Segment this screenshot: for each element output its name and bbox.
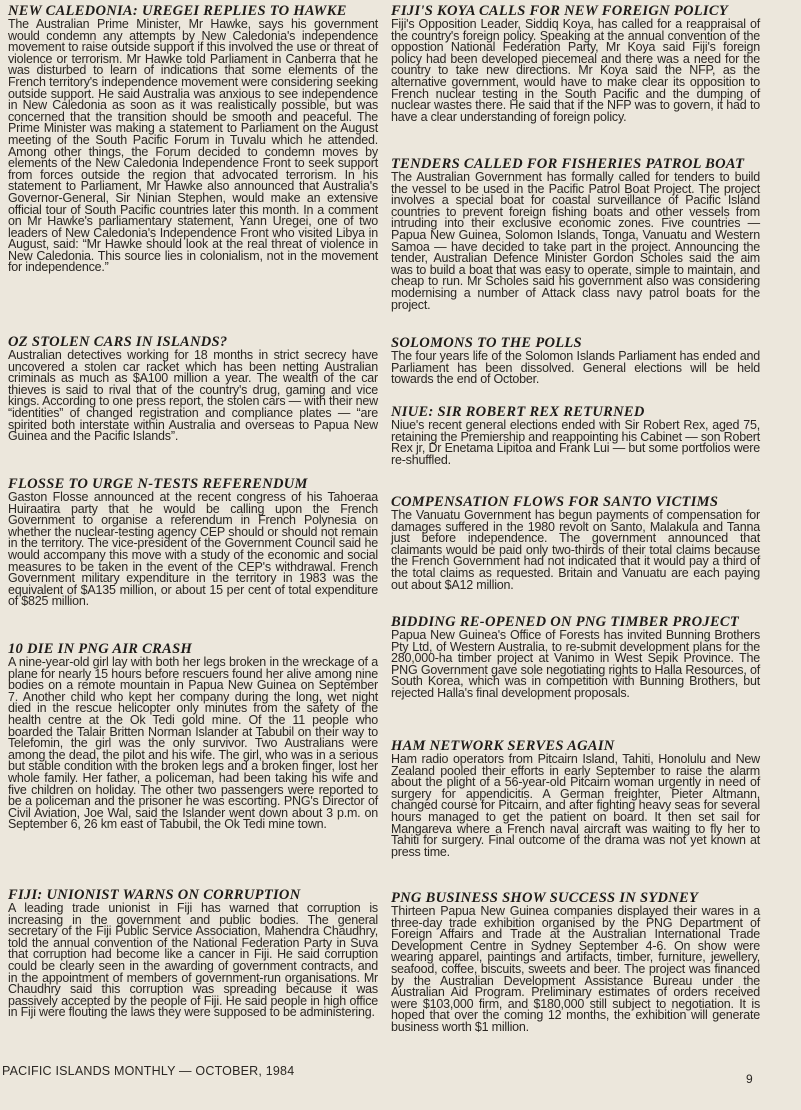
article-headline: BIDDING RE-OPENED ON PNG TIMBER PROJECT [391, 614, 740, 630]
article-new-caledonia [8, 3, 378, 274]
article-headline: TENDERS CALLED FOR FISHERIES PATROL BOAT [391, 156, 745, 172]
article-fiji-corruption [8, 887, 378, 1019]
article-headline: COMPENSATION FLOWS FOR SANTO VICTIMS [391, 494, 719, 510]
article-santo-compensation [391, 494, 760, 591]
article-headline: NIUE: SIR ROBERT REX RETURNED [391, 404, 645, 420]
article-koya-foreign-policy [391, 3, 760, 123]
article-ham-network [391, 738, 760, 858]
article-body: The Australian Prime Minister, Mr Hawke, says his government would condemn any attempts by New Caledonia's independence movement to raise outside support if this involved the use or threat of violence or terrorism. Mr Hawke told Parliament in Canberra that he was disturbed to learn of indications that some elements of the French territory's independence movement were considering seeking outside support. He said Australia was anxious to see independence in New Caledonia as soon as it was realistically possible, but was concerned that the transition should be smooth and peaceful. The Prime Minister was making a statement to Parliament on the August meeting of the South Pacific Forum in Tuvalu which he attended. Among other things, the Forum decided to condemn moves by elements of the New Caledonia Independence Front to seek support from forces outside the region that advocated terrorism. In his statement to Parliament, Mr Hawke also announced that Australia's Governor-General, Sir Ninian Stephen, would make an extensive official tour of South Pacific countries later this month. In a comment on Mr Hawke's parliamentary statement, Yann Uregei, one of two leaders of New Caledonia's Independence Front who visited Libya in August, said: “Mr Hawke should look at the real threat of violence in New Caledonia. This source lies in colonialism, not in the movement for independence.” [8, 17, 378, 275]
article-body: Ham radio operators from Pitcairn Island, Tahiti, Honolulu and New Zealand pooled their efforts in early September to raise the alarm about the plight of a 56-year-old Pitcairn woman urgently in need of surgery for appendicitis. A German freighter, Pieter Altmann, changed course for Pitcairn, and after fighting heavy seas for several hours managed to get the patient on board. It then set sail for Mangareva where a French naval aircraft was waiting to fly her to Tahiti for surgery. Final outcome of the drama was not yet known at press time. [391, 752, 760, 859]
article-png-air-crash [8, 641, 378, 831]
article-body: Niue's recent general elections ended with Sir Robert Rex, aged 75, retaining the Premiership and reappointing his Cabinet — son Robert Rex jr, Dr Enetama Lipitoa and Frank Lui — but some portfolios were re-shuffled. [391, 418, 760, 467]
article-png-timber [391, 614, 760, 700]
article-body: Thirteen Papua New Guinea companies displayed their wares in a three-day trade exhibition organised by the PNG Department of Foreign Affairs and Trade at the Australian International Trade Development Centre in Sydney September 4-6. On show were wearing apparel, paintings and artifacts, timber, furniture, jewellery, seafood, coffee, biscuits, sweets and beer. The project was financed by the Australian Development Assistance Bureau under the Australian Aid Program. Preliminary estimates of orders received were $103,000 firm, and $180,000 still subject to negotiation. It is hoped that over the coming 12 months, the exhibition will generate business worth $1 million. [391, 904, 760, 1034]
article-headline: OZ STOLEN CARS IN ISLANDS? [8, 334, 228, 350]
article-stolen-cars [8, 334, 378, 443]
article-headline: NEW CALEDONIA: UREGEI REPLIES TO HAWKE [8, 3, 347, 19]
article-headline: FLOSSE TO URGE N-TESTS REFERENDUM [8, 476, 308, 492]
article-headline: 10 DIE IN PNG AIR CRASH [8, 641, 193, 657]
article-patrol-boat-tenders [391, 156, 760, 311]
article-flosse-referendum [8, 476, 378, 608]
article-headline: SOLOMONS TO THE POLLS [391, 335, 582, 351]
article-headline: PNG BUSINESS SHOW SUCCESS IN SYDNEY [391, 890, 699, 906]
article-headline: HAM NETWORK SERVES AGAIN [391, 738, 615, 754]
article-body: A nine-year-old girl lay with both her legs broken in the wreckage of a plane for nearly 15 hours before rescuers found her alive among nine bodies on a remote mountain in Papua New Guinea on September 7. Another child who kept her company during the long, wet night died in the rescue helicopter only minutes from the safety of the health centre at the Ok Tedi gold mine. Of the 11 people who boarded the Talair Britten Norman Islander at Tabubil on their way to Telefomin, the girl was the only survivor. Two Australians were among the dead, the pilot and his wife. The girl, who was in a serious but stable condition with the broken legs and a broken finger, lost her whole family. Her father, a policeman, had been taking his wife and five children on holiday. The other two passengers were reported to be a policeman and the prisoner he was escorting. PNG's Director of Civil Aviation, Joe Wal, said the Islander went down about 3 p.m. on September 6, 26 km east of Tabubil, the Ok Tedi mine town. [8, 655, 378, 832]
article-body: The four years life of the Solomon Islands Parliament has ended and Parliament has been dissolved. General elections will be held towards the end of October. [391, 349, 760, 387]
article-body: Papua New Guinea's Office of Forests has invited Bunning Brothers Pty Ltd, of Western Australia, to re-submit development plans for the 280,000-ha timber project at Vanimo in West Sepik Province. The PNG Government gave sole negotiating rights to Halla Resources, of South Korea, which was in competition with Bunning Brothers, but rejected Halla's final development proposals. [391, 628, 760, 700]
page-number: 9 [746, 1072, 753, 1086]
article-body: Fiji's Opposition Leader, Siddiq Koya, has called for a reappraisal of the country's foreign policy. Speaking at the annual convention of the oppostion National Federation Party, Mr Koya said Fiji's foreign policy had been developed piecemeal and there was a need for the country to take new directions. Mr Koya said the NFP, as the alternative government, would have to make clear its opposition to French nuclear testing in the South Pacific and the dumping of nuclear wastes there. He said that if the NFP was to govern, it had to have a clear understanding of foreign policy. [391, 17, 760, 124]
article-headline: FIJI'S KOYA CALLS FOR NEW FOREIGN POLICY [391, 3, 728, 19]
article-body: The Australian Government has formally called for tenders to build the vessel to be used in the Pacific Patrol Boat Project. The project involves a special boat for coastal surveillance of Pacific Island countries to prevent foreign fishing boats and other vessels from intruding into their exclusive economic zones. Five countries — Papua New Guinea, Solomon Islands, Tonga, Vanuatu and Western Samoa — have decided to take part in the project. Announcing the tender, Australian Defence Minister Gordon Scholes said the aim was to build a boat that was easy to operate, simple to maintain, and cheap to run. Mr Scholes said his government also was considering modernising a number of Attack class navy patrol boats for the project. [391, 170, 760, 312]
article-body: A leading trade unionist in Fiji has warned that corruption is increasing in the government and public bodies. The general secretary of the Fiji Public Service Association, Mahendra Chaudhry, told the annual convention of the National Federation Party in Suva that corruption had become like a cancer in Fiji. He said corruption could be clearly seen in the awarding of government contracts, and in the appointment of members of government-run organisations. Mr Chaudhry said this corruption was spreading because it was passively accepted by the people of Fiji. He said people in high office in Fiji were flouting the laws they were supposed to be administering. [8, 901, 378, 1020]
article-body: The Vanuatu Government has begun payments of compensation for damages suffered in the 1980 revolt on Santo, Malakula and Tanna just before independence. The government announced that claimants would be paid only two-thirds of their total claims because the French Government had not indicated that it would pay a third of the total claims as requested. Britain and Vanuatu are each paying out about $A12 million. [391, 508, 760, 592]
article-headline: FIJI: UNIONIST WARNS ON CORRUPTION [8, 887, 301, 903]
article-body: Australian detectives working for 18 months in strict secrecy have uncovered a stolen car racket which has been netting Australian criminals as much as $A100 million a year. The wealth of the car thieves is said to rival that of the country's drug, gaming and vice kings. According to one press report, the stolen cars — with their new “identities” of changed registration and compliance plates — “are spirited both interstate within Australia and overseas to Papua New Guinea and the Pacific Islands”. [8, 348, 378, 444]
article-body: Gaston Flosse announced at the recent congress of his Tahoeraa Huiraatira party that he would be calling upon the French Government to organise a referendum in French Polynesia on whether the nuclear-testing agency CEP should or should not remain in the territory. The vice-president of the Government Council said he would accompany this move with a study of the economic and social measures to be taken in the event of the CEP's withdrawal. French Government military expenditure in the territory in 1983 was the equivalent of $A135 million, or about 15 per cent of total expenditure of $825 million. [8, 490, 378, 609]
publication-footer: PACIFIC ISLANDS MONTHLY — OCTOBER, 1984 [2, 1064, 295, 1078]
article-png-business-show [391, 890, 760, 1034]
article-niue-elections [391, 404, 760, 466]
article-solomons-polls [391, 335, 760, 386]
